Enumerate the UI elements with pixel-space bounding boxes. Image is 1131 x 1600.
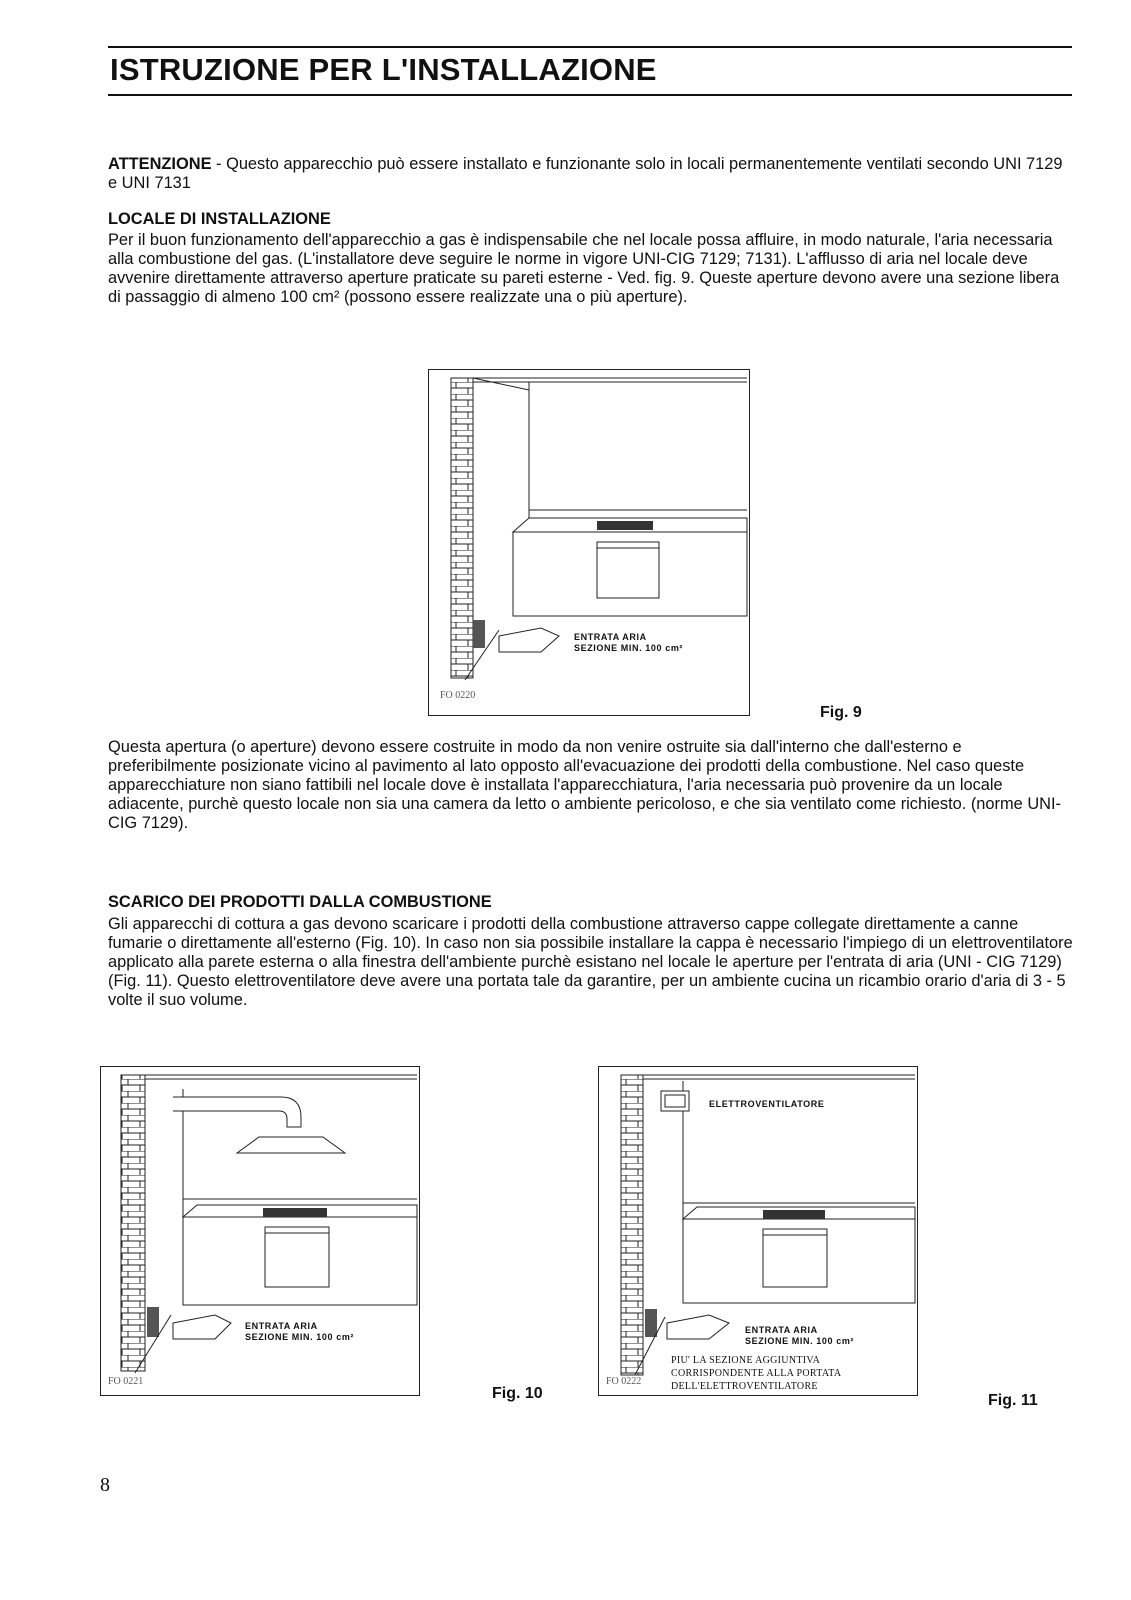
locale-paragraph: Per il buon funzionamento dell'apparecchio a gas è indispensabile che nel locale possa affluire, in modo naturale, l'aria necessaria alla combustione del gas. (L'installatore deve seguire le norme in vigore UNI-CIG 7129; 7131). L'afflusso di aria nel locale deve avvenire direttamente attraverso aperture praticate su pareti esterne - Ved. fig. 9. Queste aperture devono avere una sezione libera di passaggio di almeno 100 cm² (possono essere realizzate una o più aperture). — [108, 231, 1060, 306]
brick-wall — [451, 378, 473, 678]
fig11-fan-label: ELETTROVENTILATORE — [709, 1099, 825, 1109]
air-arrow — [499, 628, 559, 652]
vent-opening — [473, 620, 485, 648]
figure-11-drawing — [599, 1067, 917, 1395]
figure-11-caption: Fig. 11 — [988, 1392, 1038, 1409]
header-top-rule — [108, 46, 1072, 48]
fig10-label-1: ENTRATA ARIA — [245, 1321, 318, 1331]
figure-9-box — [428, 369, 750, 716]
header-bottom-rule — [108, 94, 1072, 96]
fig10-label-2: SEZIONE MIN. 100 cm² — [245, 1332, 355, 1342]
fig11-label-2: SEZIONE MIN. 100 cm² — [745, 1336, 855, 1346]
oven-door — [597, 542, 659, 598]
figure-9-drawing — [429, 370, 749, 715]
section-heading-scarico: SCARICO DEI PRODOTTI DALLA COMBUSTIONE — [108, 893, 492, 911]
fig11-note-2: CORRISPONDENTE ALLA PORTATA — [671, 1368, 842, 1379]
fig11-note-1: PIU' LA SEZIONE AGGIUNTIVA — [671, 1355, 821, 1366]
figure-11-box — [598, 1066, 918, 1396]
page-title: ISTRUZIONE PER L'INSTALLAZIONE — [110, 52, 657, 87]
figure-9-caption: Fig. 9 — [820, 704, 862, 721]
page-number: 8 — [100, 1474, 110, 1496]
fig9-label-2: SEZIONE MIN. 100 cm² — [574, 643, 684, 653]
section-heading-locale: LOCALE DI INSTALLAZIONE — [108, 210, 331, 228]
fig11-note-3: DELL'ELETTROVENTILATORE — [671, 1381, 818, 1392]
figure-9-code: FO 0220 — [440, 690, 476, 701]
attention-label: ATTENZIONE — [108, 155, 212, 173]
figure-10-code: FO 0221 — [108, 1376, 144, 1387]
figure-10-caption: Fig. 10 — [492, 1385, 543, 1402]
attention-paragraph — [108, 155, 1074, 193]
figure-10-drawing — [101, 1067, 419, 1395]
hood-duct — [173, 1097, 301, 1127]
scarico-paragraph: Gli apparecchi di cottura a gas devono scaricare i prodotti della combustione attraverso cappe collegate direttamente a canne fumarie o direttamente all'esterno (Fig. 10). In caso non sia possibile installare la cappa è necessario l'impiego di un elettroventilatore applicato alla parete esterna o alla finestra dell'ambiente purchè esistano nel locale le aperture per l'entrata di aria (UNI - CIG 7129) (Fig. 11). Questo elettroventilatore deve avere una portata tale da garantire, per un ambiente cucina un ricambio orario d'aria di 3 - 5 volte il suo volume. — [108, 915, 1073, 1009]
ventilation-paragraph: Questa apertura (o aperture) devono essere costruite in modo da non venire ostruite sia dall'interno che dall'esterno e preferibilmente posizionate vicino al pavimento al lato opposto all'evacuazione dei prodotti della combustione. Nel caso queste apparecchiature non siano fattibili nel locale dove è installata l'apparecchiatura, l'aria necessaria può provenire da un locale adiacente, purchè questo locale non sia una camera da letto o ambiente pericoloso, e che sia ventilato come richiesto. (norme UNI- CIG 7129). — [108, 738, 1062, 832]
attention-text: - Questo apparecchio può essere installato e funzionante solo in locali permanentemente ventilati secondo UNI 7129 e UNI 7131 — [108, 155, 1063, 192]
fig9-label-1: ENTRATA ARIA — [574, 632, 647, 642]
cooktop-hob — [597, 521, 653, 530]
figure-11-code: FO 0222 — [606, 1376, 642, 1387]
cooker-hood — [237, 1137, 345, 1153]
figure-10-box — [100, 1066, 420, 1396]
fig11-label-1: ENTRATA ARIA — [745, 1325, 818, 1335]
